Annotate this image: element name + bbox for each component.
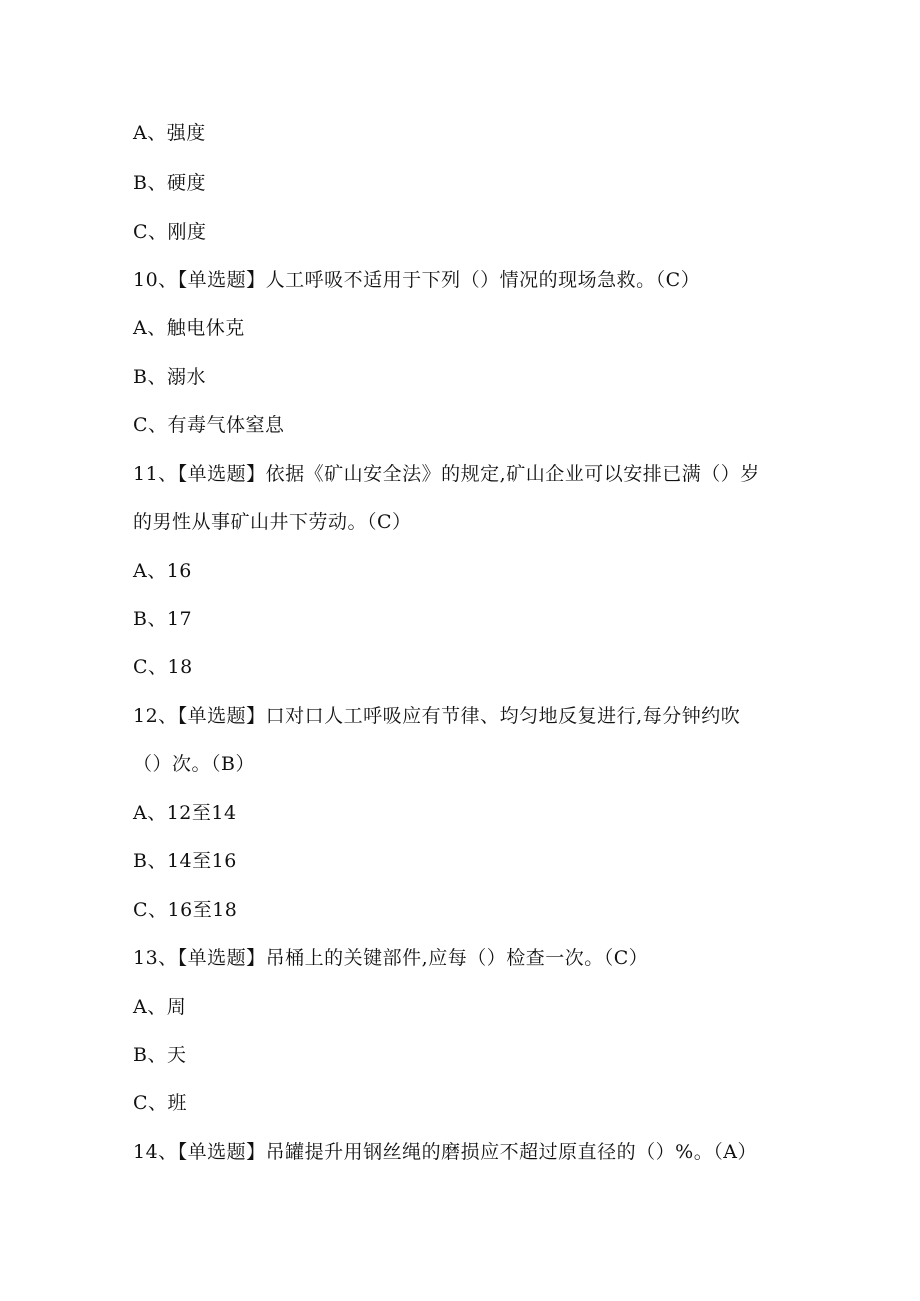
question-13: 13、【单选题】吊桶上的关键部件,应每（）检查一次。（C） (133, 947, 649, 969)
question-14: 14、【单选题】吊罐提升用钢丝绳的磨损应不超过原直径的（）%。（A） (133, 1141, 757, 1163)
option-12b: B、14至16 (133, 850, 237, 872)
question-10: 10、【单选题】人工呼吸不适用于下列（）情况的现场急救。（C） (133, 269, 701, 291)
option-12a: A、12至14 (133, 802, 237, 824)
question-12-line2: （）次。（B） (133, 753, 255, 775)
question-12-line1: 12、【单选题】口对口人工呼吸应有节律、均匀地反复进行,每分钟约吹 (133, 705, 741, 727)
option-13a: A、周 (133, 996, 187, 1018)
option-11b: B、17 (133, 608, 193, 630)
option-13c: C、班 (133, 1092, 188, 1114)
option-11c: C、18 (133, 656, 193, 678)
option-11a: A、16 (133, 560, 192, 582)
option-9c: C、刚度 (133, 221, 207, 243)
option-12c: C、16至18 (133, 899, 238, 921)
option-10b: B、溺水 (133, 366, 206, 388)
question-11-line2: 的男性从事矿山井下劳动。（C） (133, 511, 412, 533)
question-11-line1: 11、【单选题】依据《矿山安全法》的规定,矿山企业可以安排已满（）岁 (133, 463, 760, 485)
option-9b: B、硬度 (133, 172, 206, 194)
option-10c: C、有毒气体窒息 (133, 414, 285, 436)
option-13b: B、天 (133, 1044, 187, 1066)
option-9a: A、强度 (133, 122, 206, 144)
option-10a: A、触电休克 (133, 317, 245, 339)
